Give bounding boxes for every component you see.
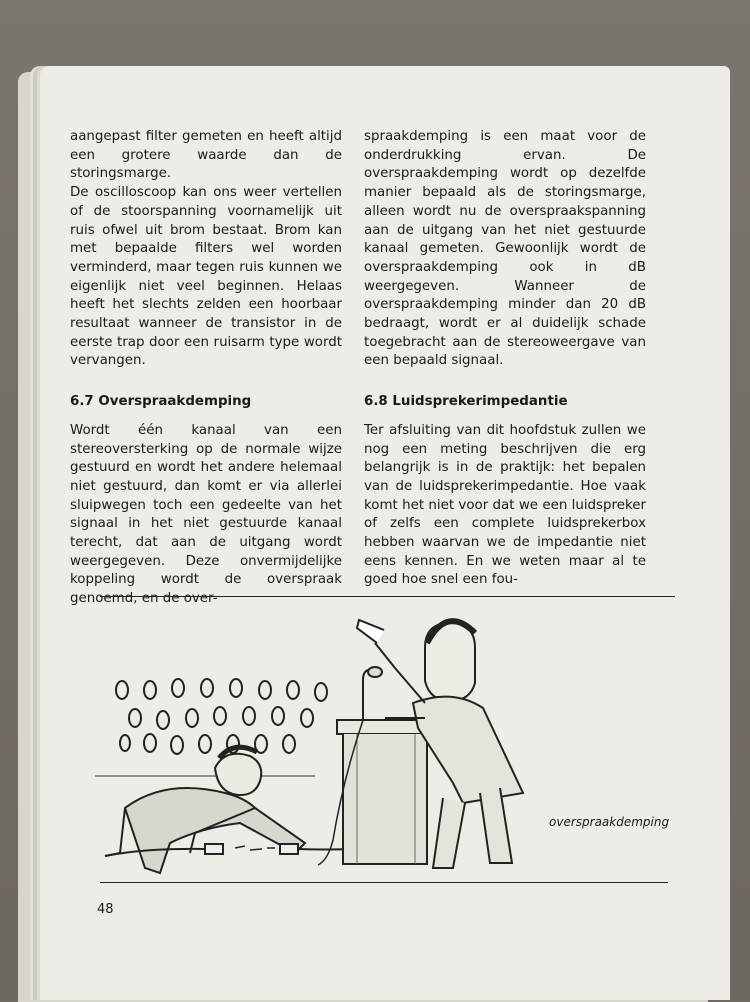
right-column (364, 128, 646, 590)
lectern (318, 667, 432, 865)
right-paragraph-1: spraakdemping is een maat voor de onderdrukking ervan. De overspraakdemping wordt op dezelfde manier bepaald als de storingsmarge, alleen wordt nu de overspraakspanning aan de uitgang van het niet gestuurde kanaal gemeten. Gewoonlijk wordt de overspraakdemping ook in dB weergegeven. Wanneer de overspraakdemping minder dan 20 dB bedraagt, wordt er al duidelijk schade toegebracht aan de stereoweergave van een bepaald signaal. (364, 129, 646, 369)
left-section-paragraph: Wordt één kanaal van een stereoversterking op de normale wijze gestuurd en wordt het andere helemaal niet gestuurd, dan komt er via allerlei sluipwegen toch een gedeelte van het signaal in het niet gestuurde kanaal terecht, dat aan de uitgang wordt weergegeven. Deze onvermijdelijke koppeling wordt de overspraak genoemd, en de over- (70, 422, 342, 607)
page-number: 48 (97, 902, 114, 917)
top-rule (100, 596, 675, 597)
left-paragraph-2: De oscilloscoop kan ons weer vertellen of de stoorspanning voornamelijk uit ruis ofwel uit brom bestaat. Brom kan met bepaalde filters wel worden verminderd, maar tegen ruis kunnen we eigenlijk niet veel beginnen. Helaas heeft het slechts zelden een hoorbaar resultaat wanneer de transistor in de eerste trap door een ruisarm type wordt vervangen. (70, 185, 342, 369)
left-column (70, 128, 342, 609)
bottom-rule (100, 882, 668, 883)
illustration-caption: overspraakdemping (549, 815, 670, 829)
cartoon-illustration (95, 608, 670, 878)
left-paragraph-1: aangepast filter gemeten en heeft altijd een grotere waarde dan de storingsmarge. (70, 129, 342, 182)
right-section-paragraph: Ter afsluiting van dit hoofdstuk zullen we nog een meting beschrijven die erg belangrijk is in de praktijk: het bepalen van de luidsprekerimpedantie. Hoe vaak komt het niet voor dat we een luidspreker of zelfs een complete luidsprekerbox hebben waarvan we de impedantie niet eens kennen. En we weten maar al te goed hoe snel een fou- (364, 422, 646, 588)
audience-heads (116, 679, 327, 754)
section-heading-6-7: 6.7 Overspraakdemping (70, 394, 252, 410)
section-heading-6-8: 6.8 Luidsprekerimpedantie (364, 394, 568, 410)
